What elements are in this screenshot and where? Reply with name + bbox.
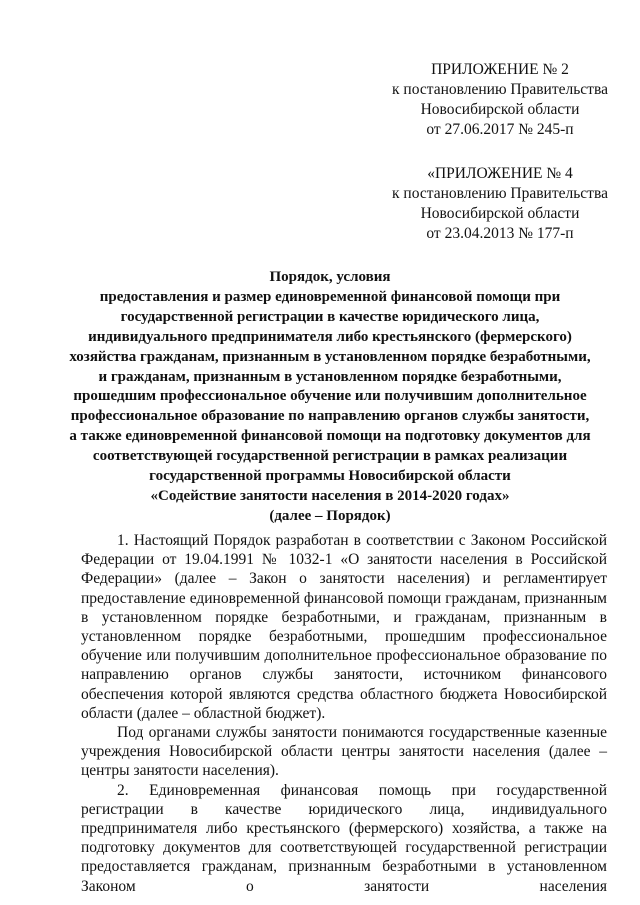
appendix-header-current	[370, 60, 630, 140]
title-line: хозяйства гражданам, признанным в установленном порядке безработными,	[69, 348, 591, 365]
appendix-line: Новосибирской области	[420, 205, 580, 222]
appendix-line: к постановлению Правительства	[392, 81, 608, 98]
title-line: государственной регистрации в качестве юридического лица,	[120, 308, 540, 325]
title-line: профессиональное образование по направлению органов службы занятости,	[70, 408, 590, 425]
appendix-title: ПРИЛОЖЕНИЕ № 2	[431, 61, 569, 78]
title-line: государственной программы Новосибирской области	[149, 468, 511, 485]
appendix-date-number: от 23.04.2013 № 177-п	[426, 225, 574, 242]
title-line: предоставления и размер единовременной финансовой помощи при	[99, 288, 561, 305]
title-line: Порядок, условия	[269, 269, 391, 285]
appendix-line: Новосибирской области	[420, 101, 580, 118]
document-body	[81, 531, 607, 896]
paragraph-2: Под органами службы занятости понимаются государственные казенные учреждения Новосибирской области центры занятости населения (далее – центры занятости населения).	[81, 724, 607, 780]
title-line: «Содействие занятости населения в 2014-2020 годах»	[150, 487, 510, 504]
title-line: прошедшим профессиональное обучение или получившим дополнительное	[73, 388, 587, 405]
appendix-line: к постановлению Правительства	[392, 185, 608, 202]
title-line: индивидуального предпринимателя либо крестьянского (фермерского)	[88, 328, 572, 345]
title-line: (далее – Порядок)	[269, 507, 391, 524]
paragraph-1: 1. Настоящий Порядок разработан в соответствии с Законом Российской Федерации от 19.04.1991 № 1032-1 «О занятости населения в Российской Федерации» (далее – Закон о занятости населения) и регламентирует предоставление единовременной финансовой помощи гражданам, признанным в установленном порядке безработными, и гражданам, признанным в установленном порядке безработными, прошедшим профессиональное обучение или получившим дополнительное профессиональное образование по направлению органов службы занятости, источником финансового обеспечения которой являются средства областного бюджета Новосибирской области (далее – областной бюджет).	[81, 532, 607, 722]
title-line: соответствующей государственной регистрации в рамках реализации	[92, 448, 568, 465]
title-line: а также единовременной финансовой помощи на подготовку документов для	[69, 428, 591, 445]
document-title	[60, 268, 600, 527]
appendix-title: «ПРИЛОЖЕНИЕ № 4	[427, 165, 573, 182]
title-line: и гражданам, признанным в установленном порядке безработными,	[98, 368, 562, 385]
appendix-header-original	[370, 164, 630, 244]
paragraph-3: 2. Единовременная финансовая помощь при государственной регистрации в качестве юридического лица, индивидуального предпринимателя либо крестьянского (фермерского) хозяйства, а также на подготовку документов для соответствующей государственной регистрации предоставляется гражданам, признанным безработными в установленном Законом о занятости населения	[81, 781, 607, 895]
appendix-date-number: от 27.06.2017 № 245-п	[426, 121, 574, 138]
